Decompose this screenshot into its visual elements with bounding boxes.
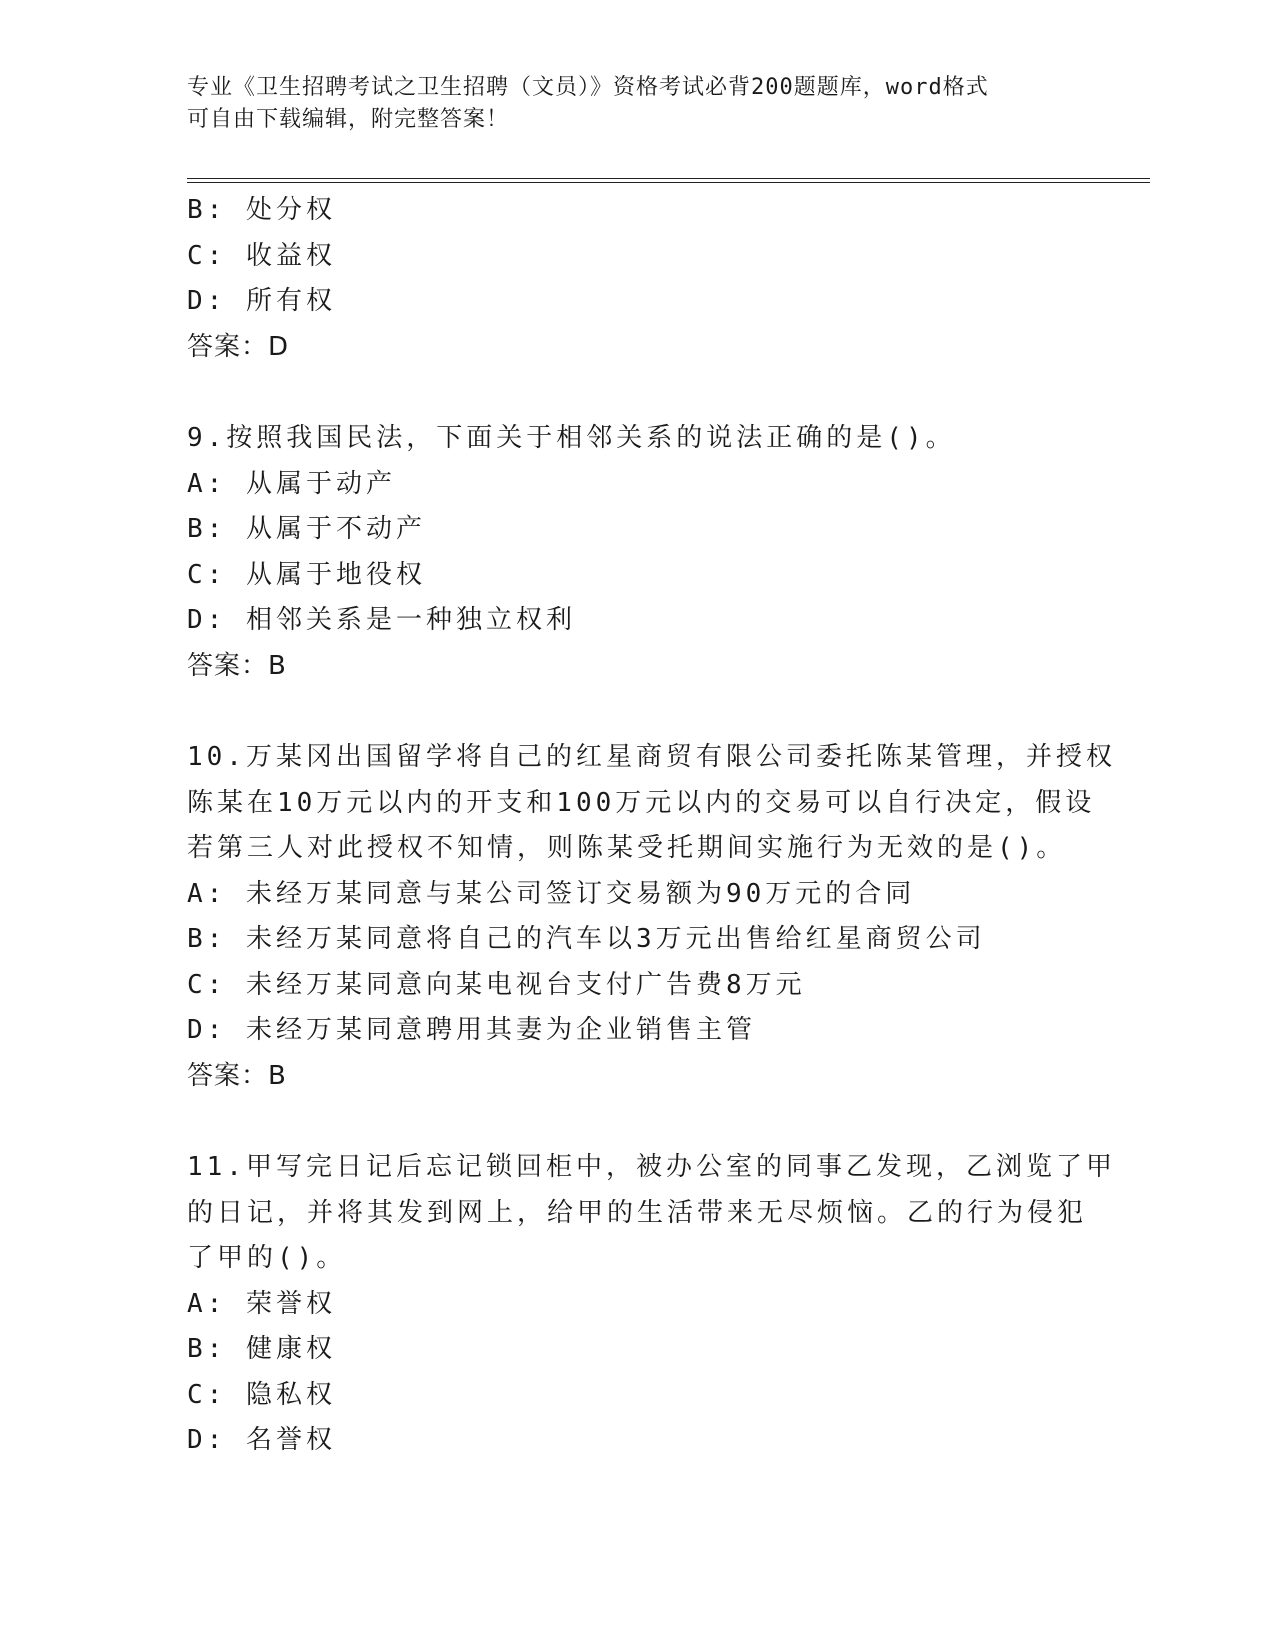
question-11-block	[187, 1145, 1116, 1464]
question-stem: 9.按照我国民法，下面关于相邻关系的说法正确的是()。	[187, 423, 956, 453]
spacer	[187, 1099, 1087, 1145]
question-stem-line-3: 了甲的()。	[187, 1243, 347, 1273]
option-c: C: 从属于地役权	[187, 559, 426, 590]
option-d: D: 相邻关系是一种独立权利	[187, 605, 576, 635]
option-c: C: 隐私权	[187, 1379, 336, 1410]
question-stem-line-1: 11.甲写完日记后忘记锁回柜中，被办公室的同事乙发现，乙浏览了甲	[187, 1152, 1116, 1182]
question-9-block	[187, 416, 1087, 689]
option-a: A: 未经万某同意与某公司签订交易额为90万元的合同	[187, 878, 916, 909]
header-divider-bottom	[187, 182, 1150, 183]
answer-line: 答案：B	[187, 650, 287, 681]
option-b: B: 健康权	[187, 1334, 336, 1364]
option-c: C: 未经万某同意向某电视台支付广告费8万元	[187, 969, 806, 1000]
question-stem-line-3: 若第三人对此授权不知情，则陈某受托期间实施行为无效的是()。	[187, 833, 1067, 863]
option-b: B: 处分权	[187, 195, 336, 225]
option-a: A: 荣誉权	[187, 1288, 336, 1319]
document-header	[187, 72, 1067, 136]
question-stem-line-1: 10.万某冈出国留学将自己的红星商贸有限公司委托陈某管理，并授权	[187, 742, 1116, 772]
answer-line: 答案：D	[187, 331, 290, 362]
option-d: D: 所有权	[187, 286, 336, 316]
option-a: A: 从属于动产	[187, 468, 396, 499]
spacer	[187, 370, 1087, 416]
option-d: D: 未经万某同意聘用其妻为企业销售主管	[187, 1015, 756, 1045]
spacer	[187, 689, 1087, 735]
header-line-1: 专业《卫生招聘考试之卫生招聘（文员）》资格考试必背200题题库，word格式	[187, 75, 989, 100]
question-stem-line-2: 的日记，并将其发到网上，给甲的生活带来无尽烦恼。乙的行为侵犯	[187, 1197, 1088, 1228]
header-line-2: 可自由下载编辑，附完整答案！	[187, 107, 510, 132]
header-divider-top	[187, 178, 1150, 179]
document-body	[187, 188, 1116, 1464]
question-8-block	[187, 188, 1087, 370]
option-d: D: 名誉权	[187, 1425, 336, 1455]
option-c: C: 收益权	[187, 240, 336, 271]
question-stem-line-2: 陈某在10万元以内的开支和100万元以内的交易可以自行决定，假设	[187, 787, 1096, 818]
option-b: B: 未经万某同意将自己的汽车以3万元出售给红星商贸公司	[187, 924, 986, 954]
option-b: B: 从属于不动产	[187, 514, 426, 544]
question-10-block	[187, 735, 1116, 1099]
answer-line: 答案：B	[187, 1060, 287, 1091]
